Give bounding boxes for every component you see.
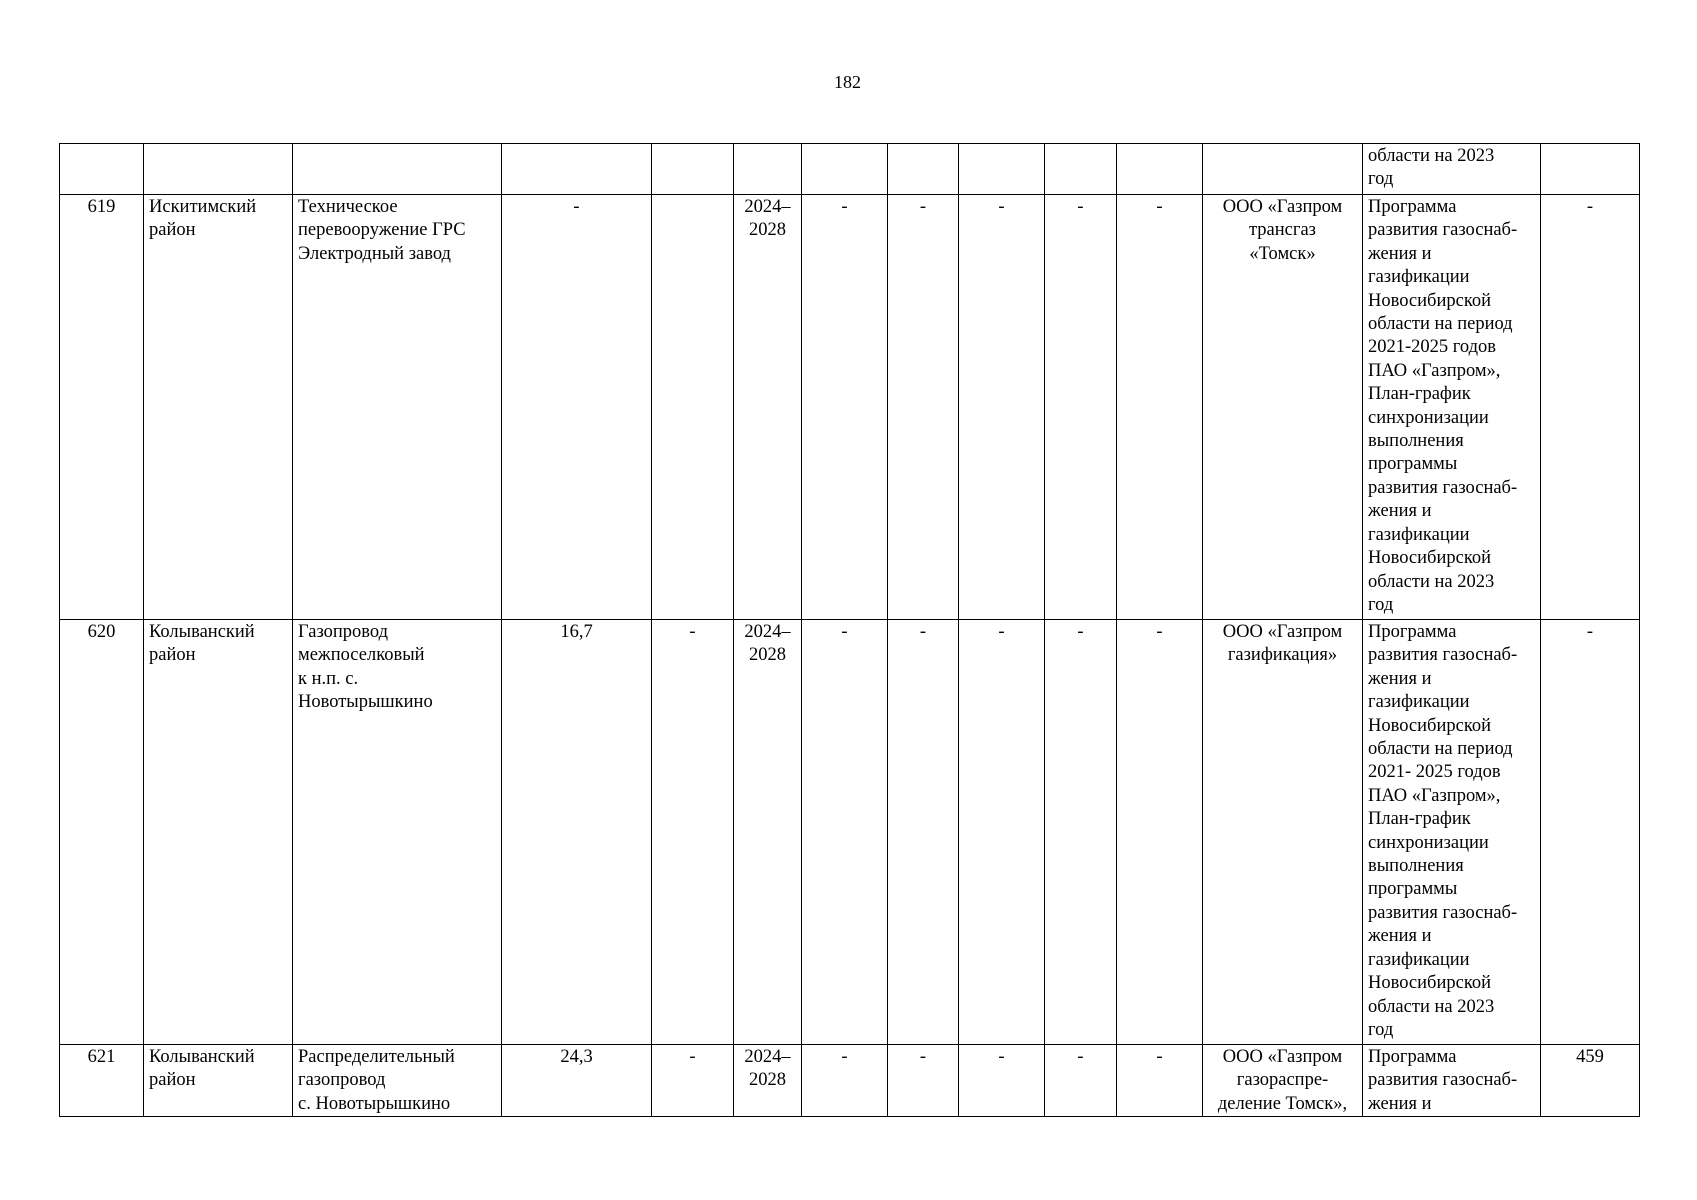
cell-c7: - (802, 1045, 888, 1117)
cell-c10 (1045, 144, 1117, 195)
cell-c8: - (888, 195, 959, 620)
cell-col5 (652, 144, 734, 195)
cell-c8: - (888, 620, 959, 1045)
cell-c7: - (802, 195, 888, 620)
cell-object: Распределительный газопровод с. Новотырышкино (293, 1045, 502, 1117)
cell-c10: - (1045, 1045, 1117, 1117)
cell-org: ООО «Газпром трансгаз «Томск» (1203, 195, 1363, 620)
table-row (60, 1045, 1640, 1117)
cell-c9 (959, 144, 1045, 195)
cell-c8 (888, 144, 959, 195)
cell-period (734, 144, 802, 195)
cell-num: 621 (60, 1045, 144, 1117)
cell-num (60, 144, 144, 195)
cell-c11: - (1117, 195, 1203, 620)
cell-org: ООО «Газпром газораспре- деление Томск», (1203, 1045, 1363, 1117)
carry-over-row (60, 144, 1640, 195)
page-number: 182 (834, 72, 861, 92)
cell-c7: - (802, 620, 888, 1045)
cell-last: - (1541, 620, 1640, 1045)
cell-num: 619 (60, 195, 144, 620)
cell-period: 2024– 2028 (734, 620, 802, 1045)
cell-last: - (1541, 195, 1640, 620)
cell-c11 (1117, 144, 1203, 195)
cell-object: Техническое перевооружение ГРС Электродный завод (293, 195, 502, 620)
cell-c9: - (959, 1045, 1045, 1117)
cell-num: 620 (60, 620, 144, 1045)
cell-program: Программа развития газоснаб- жения и (1363, 1045, 1541, 1117)
cell-c9: - (959, 620, 1045, 1045)
cell-col5 (652, 195, 734, 620)
cell-c8: - (888, 1045, 959, 1117)
table-row (60, 620, 1640, 1045)
cell-object: Газопровод межпоселковый к н.п. с. Новотырышкино (293, 620, 502, 1045)
cell-period: 2024– 2028 (734, 195, 802, 620)
cell-program: Программа развития газоснаб- жения и газификации Новосибирской области на период 2021- 2025 годов ПАО «Газпром», План-график синхронизации выполнения программы развития газоснаб- жения и газификации Новосибирской области на 2023 год (1363, 620, 1541, 1045)
cell-length: - (502, 195, 652, 620)
cell-district (144, 144, 293, 195)
cell-c9: - (959, 195, 1045, 620)
cell-c11: - (1117, 620, 1203, 1045)
cell-district: Колыванский район (144, 1045, 293, 1117)
cell-length: 16,7 (502, 620, 652, 1045)
cell-period: 2024– 2028 (734, 1045, 802, 1117)
cell-col5: - (652, 1045, 734, 1117)
cell-length: 24,3 (502, 1045, 652, 1117)
cell-org: ООО «Газпром газификация» (1203, 620, 1363, 1045)
cell-c10: - (1045, 195, 1117, 620)
cell-c10: - (1045, 620, 1117, 1045)
infrastructure-table (59, 143, 1640, 1117)
cell-district: Колыванский район (144, 620, 293, 1045)
cell-last (1541, 144, 1640, 195)
cell-c11: - (1117, 1045, 1203, 1117)
cell-last: 459 (1541, 1045, 1640, 1117)
cell-program: области на 2023 год (1363, 144, 1541, 195)
cell-length (502, 144, 652, 195)
cell-col5: - (652, 620, 734, 1045)
cell-c7 (802, 144, 888, 195)
cell-program: Программа развития газоснаб- жения и газификации Новосибирской области на период 2021-2025 годов ПАО «Газпром», План-график синхронизации выполнения программы развития газоснаб- жения и газификации Новосибирской области на 2023 год (1363, 195, 1541, 620)
cell-org (1203, 144, 1363, 195)
cell-district: Искитимский район (144, 195, 293, 620)
table-row (60, 195, 1640, 620)
cell-object (293, 144, 502, 195)
